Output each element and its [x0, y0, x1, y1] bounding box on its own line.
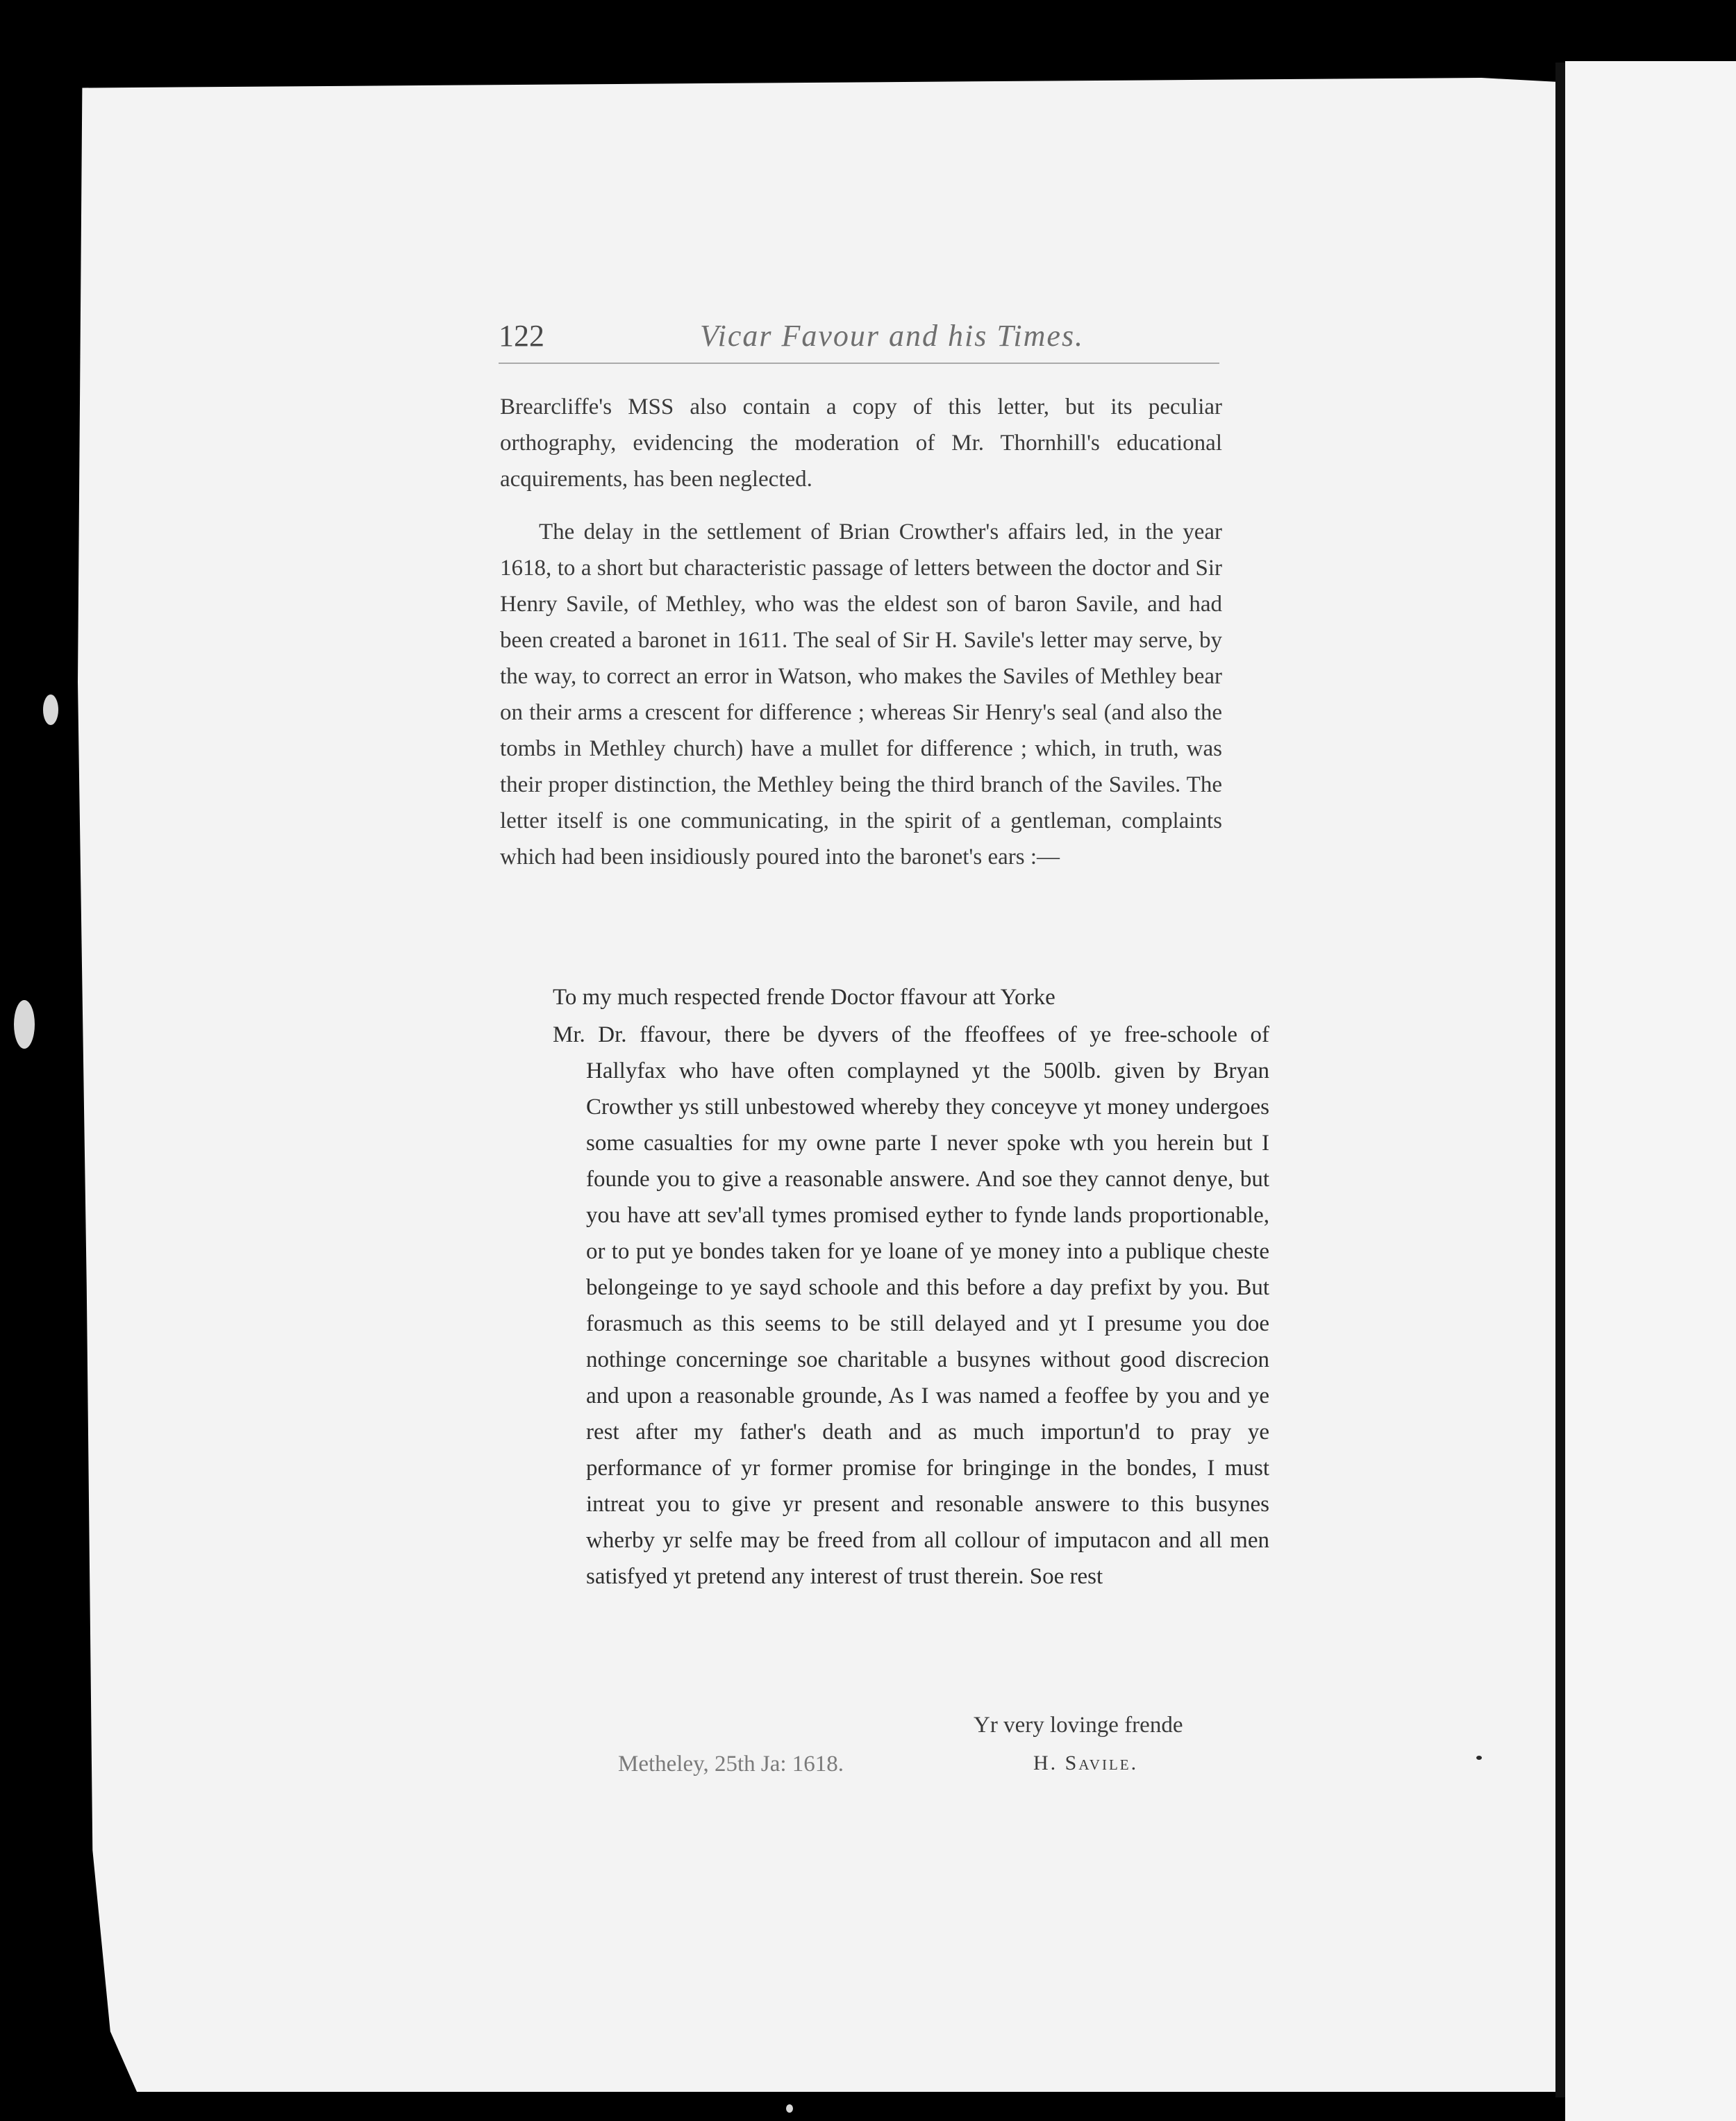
page-gutter [1555, 63, 1565, 2097]
paragraph-savile-letters: The delay in the settlement of Brian Crowther's affairs led, in the year 1618, to a short but characteristic passage of letters between the doctor and Sir Henry Savile, of Methley, who was the eldest son of baron Savile, and had been created a baronet in 1611. The seal of Sir H. Savile's letter may serve, by the way, to correct an error in Watson, who makes the Saviles of Methley bear on their arms a crescent for difference ; whereas Sir Henry's seal (and also the tombs in Methley church) have a mullet for difference ; which, in truth, was their proper distinction, the Methley being the third branch of the Saviles. The letter itself is one communicating, in the spirit of a gentleman, complaints which had been insidiously poured into the baronet's ears :— [500, 519, 1222, 870]
scan-speck [43, 694, 58, 725]
facing-page-edge [1565, 61, 1736, 2121]
letter-closing: Yr very lovinge frende [974, 1713, 1183, 1738]
page-header [499, 314, 1219, 364]
running-title: Vicar Favour and his Times. [700, 319, 1085, 353]
letter-body: Mr. Dr. ffavour, there be dyvers of the ffeoffees of ye free-schoole of Hallyfax who have often complayned yt the 500lb. given by Bryan Crowther ys still unbestowed whereby they conceyve yt money undergoes some casualties for my owne parte I never spoke wth you herein but I founde you to give a reasonable answere. And soe they cannot denye, but you have att sev'all tymes promised eyther to fynde lands proportionable, or to put ye bondes taken for ye loane of ye money into a publique cheste belongeinge to ye sayd schoole and this before a day prefixt by you. But forasmuch as this seems to be still delayed and yt I presume you doe nothinge concerninge soe charitable a busynes without good discrecion and upon a reasonable grounde, As I was named a feoffee by you and ye rest after my father's death and as much importun'd to pray ye performance of yr former promise for bringinge in the bondes, I must intreat you to give yr present and resonable answere to this busynes wherby yr selfe may be freed from all collour of imputacon and all men satisfyed yt pretend any interest of trust therein. Soe rest [553, 1022, 1269, 1589]
letter-address: To my much respected frende Doctor ffavour att Yorke [553, 985, 1055, 1010]
letter-signature: H. Savile. [1033, 1752, 1139, 1774]
page-number: 122 [499, 319, 544, 353]
scan-speck [14, 1000, 35, 1049]
scan-speck [1476, 1756, 1482, 1760]
paragraph-mss-note: Brearcliffe's MSS also contain a copy of this letter, but its peculiar orthography, evidencing the moderation of Mr. Thornhill's educational acquirements, has been neglected. [500, 394, 1222, 492]
letter-place-date: Metheley, 25th Ja: 1618. [618, 1752, 844, 1777]
scan-speck [786, 2104, 793, 2113]
